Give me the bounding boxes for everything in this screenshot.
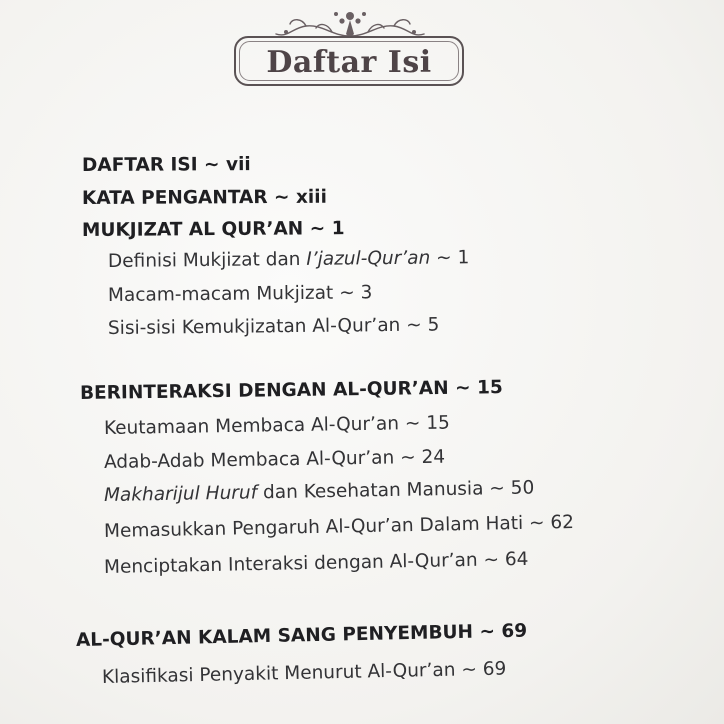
chapter-title: AL-QUR’AN KALAM SANG PENYEMBUH <box>75 621 474 651</box>
page-number: xiii <box>295 186 327 208</box>
toc-subentry <box>108 282 373 306</box>
page-number: 15 <box>476 377 503 399</box>
page-number: 64 <box>504 548 529 571</box>
toc-subentry <box>102 659 507 688</box>
page-number: 1 <box>457 247 470 269</box>
separator: ~ <box>448 377 478 399</box>
page-number: 1 <box>331 218 345 240</box>
chapter-title: DAFTAR ISI <box>81 154 198 176</box>
subentry-text-after: dan Kesehatan Manusia <box>256 478 484 504</box>
toc-chapter <box>82 154 251 176</box>
page-number: 69 <box>482 658 507 681</box>
separator: ~ <box>400 314 428 336</box>
toc-subentry <box>108 315 440 339</box>
page-number: vii <box>225 154 251 176</box>
separator: ~ <box>333 282 361 304</box>
subentry-text: Klasifikasi Penyakit Menurut Al-Qur’an <box>101 659 456 688</box>
page-number: 24 <box>421 446 446 469</box>
toc-subentry <box>104 477 535 506</box>
subentry-text: Keutamaan Membaca Al-Qur’an <box>103 413 400 439</box>
separator: ~ <box>477 549 506 571</box>
page-number: 69 <box>501 620 528 643</box>
page-number: 5 <box>427 314 440 336</box>
toc-chapter <box>82 218 345 241</box>
subentry-text: Adab-Adab Membaca Al-Qur’an <box>103 447 395 473</box>
separator: ~ <box>303 218 332 240</box>
subentry-text: Menciptakan Interaksi dengan Al-Qur’an <box>103 549 478 578</box>
separator: ~ <box>197 154 227 176</box>
chapter-title: KATA PENGANTAR <box>81 187 268 209</box>
toc-subentry <box>104 447 445 473</box>
subentry-italic-text: Makharijul Huruf <box>103 482 258 506</box>
subentry-text: Memasukkan Pengaruh Al-Qur’an Dalam Hati <box>103 512 524 542</box>
page-number: 3 <box>360 282 373 304</box>
separator: ~ <box>398 412 427 435</box>
separator: ~ <box>472 621 502 643</box>
subentry-text: Sisi-sisi Kemukjizatan Al-Qur’an <box>107 314 401 339</box>
chapter-title: MUKJIZAT AL QUR’AN <box>81 218 304 241</box>
separator: ~ <box>430 247 458 269</box>
page-title: Daftar Isi <box>266 44 432 80</box>
toc-chapter <box>76 621 528 651</box>
chapter-title: BERINTERAKSI DENGAN AL-QUR’AN <box>79 377 449 404</box>
separator: ~ <box>267 186 297 209</box>
separator: ~ <box>394 447 422 469</box>
toc-chapter <box>82 187 327 209</box>
subentry-text: Macam-macam Mukjizat <box>107 282 334 306</box>
separator: ~ <box>455 659 483 681</box>
toc-chapter <box>80 377 503 404</box>
separator: ~ <box>483 477 511 500</box>
toc-subentry <box>108 247 470 272</box>
page-number: 15 <box>426 412 450 434</box>
separator: ~ <box>522 512 551 534</box>
toc-subentry <box>104 549 529 578</box>
toc-subentry <box>104 512 574 542</box>
page-number: 62 <box>550 511 575 534</box>
toc-subentry <box>104 413 450 439</box>
subentry-text: Definisi Mukjizat dan <box>107 248 307 272</box>
page-number: 50 <box>510 477 535 499</box>
subentry-italic-text: I’jazul-Qur’an <box>306 247 431 270</box>
